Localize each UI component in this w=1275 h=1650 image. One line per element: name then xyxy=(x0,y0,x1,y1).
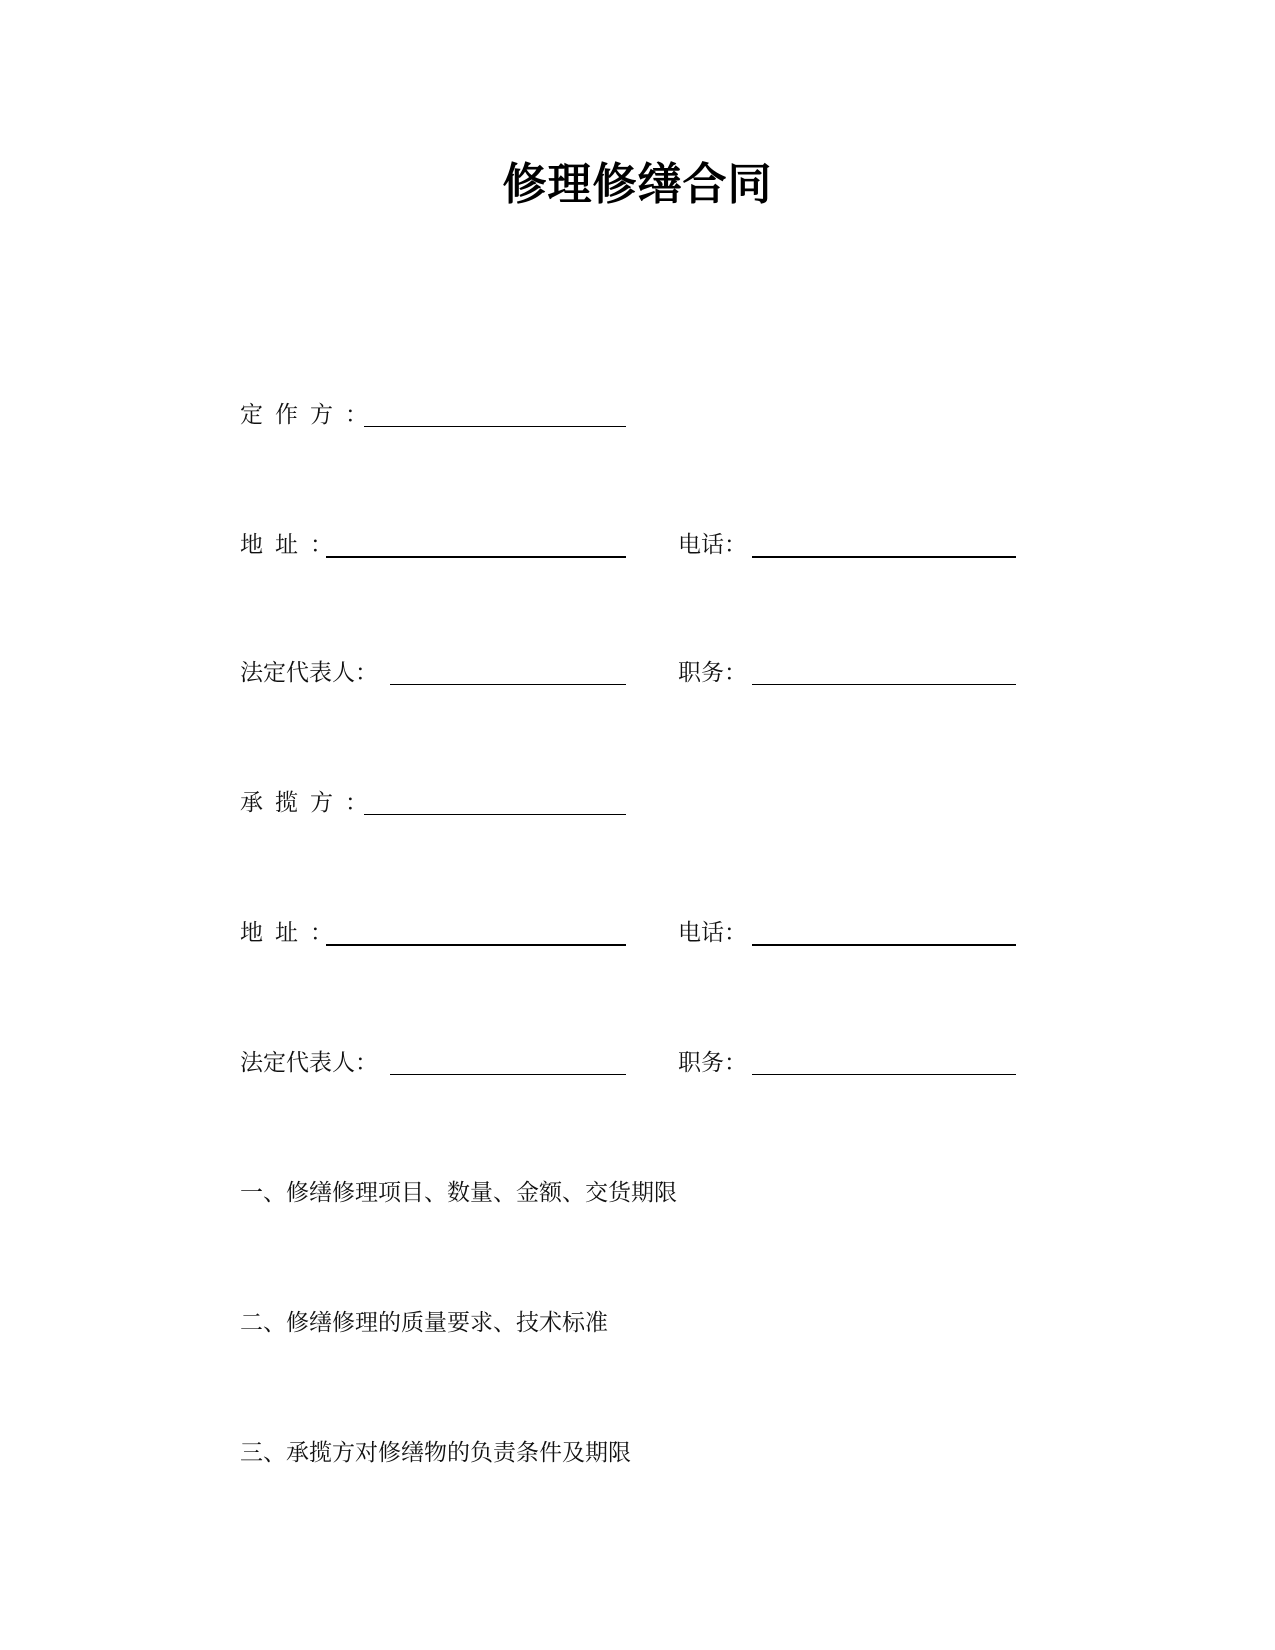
clause-heading: 一、修缮修理项目、数量、金额、交货期限 xyxy=(240,1180,677,1206)
party-a-phone-field[interactable] xyxy=(752,556,1016,558)
clause-heading: 三、承揽方对修缮物的负责条件及期限 xyxy=(240,1440,631,1466)
party-a-name-field[interactable] xyxy=(364,426,626,427)
party-a-legal-rep-field[interactable] xyxy=(390,684,626,685)
party-a-phone-label: 电话： xyxy=(678,532,747,558)
party-b-position-field[interactable] xyxy=(752,1074,1016,1075)
party-b-name-field[interactable] xyxy=(364,814,626,815)
party-a-address-label: 地址： xyxy=(240,532,345,558)
document-title: 修理修缮合同 xyxy=(502,159,773,210)
clause-heading: 二、修缮修理的质量要求、技术标准 xyxy=(240,1310,608,1336)
party-b-phone-field[interactable] xyxy=(752,944,1016,946)
party-a-legal-rep-label: 法定代表人： xyxy=(240,660,378,686)
party-b-phone-label: 电话： xyxy=(678,920,747,946)
party-a-position-field[interactable] xyxy=(752,684,1016,685)
party-b-address-label: 地址： xyxy=(240,920,345,946)
party-b-name-label: 承揽方： xyxy=(240,790,380,816)
party-a-address-field[interactable] xyxy=(326,556,626,558)
party-a-name-label: 定作方： xyxy=(240,402,380,428)
party-b-address-field[interactable] xyxy=(326,944,626,946)
party-b-legal-rep-field[interactable] xyxy=(390,1074,626,1075)
party-b-legal-rep-label: 法定代表人： xyxy=(240,1050,378,1076)
party-a-position-label: 职务： xyxy=(678,660,747,686)
party-b-position-label: 职务： xyxy=(678,1050,747,1076)
